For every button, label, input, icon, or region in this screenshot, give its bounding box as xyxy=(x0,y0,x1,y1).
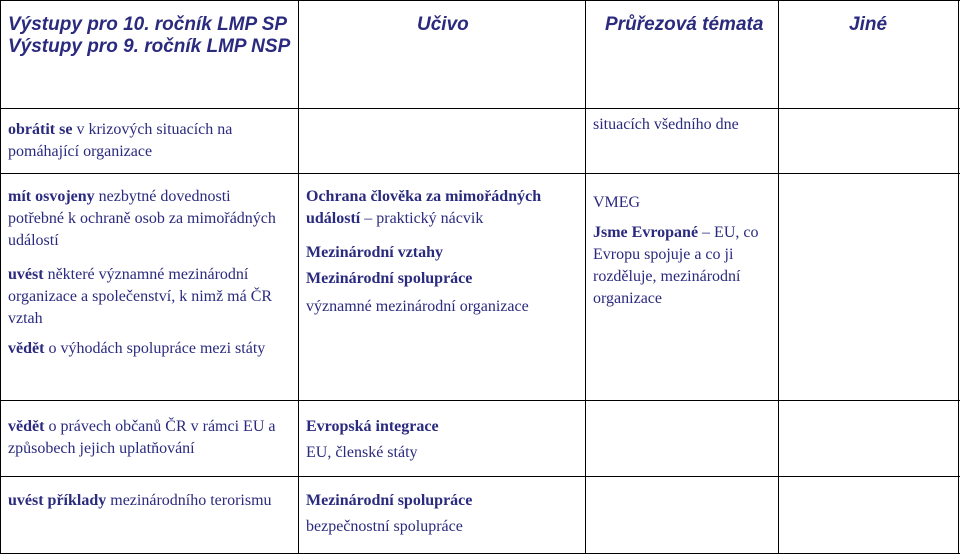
row2-outputs xyxy=(8,186,290,360)
col-divider xyxy=(958,0,959,554)
row-divider xyxy=(0,0,960,1)
row2-curriculum1-text: – praktický nácvik xyxy=(360,210,484,227)
row3-output-verb: vědět xyxy=(8,418,45,435)
header-outputs xyxy=(8,14,290,58)
header-curriculum: Učivo xyxy=(417,14,469,35)
row2-output1-text: nezbytné dovednosti potřebné k ochraně osob za mimořádných událostí xyxy=(8,188,276,249)
row3-outputs xyxy=(8,416,290,460)
row2-theme1-text: VMEG xyxy=(593,194,641,211)
row1-output-text: v krizových situacích na pomáhající organizace xyxy=(8,121,233,160)
row4-curriculum-title: Mezinárodní spolupráce xyxy=(306,492,473,509)
row3-curriculum-text: EU, členské státy xyxy=(306,444,418,461)
col-divider xyxy=(0,0,1,554)
row4-curriculum xyxy=(306,490,581,538)
row-divider xyxy=(0,553,960,554)
row2-curriculum2-title: Mezinárodní vztahy xyxy=(306,244,444,261)
col-divider xyxy=(585,0,586,554)
row1-output-verb: obrátit se xyxy=(8,121,73,138)
header-outputs-line2: Výstupy pro 9. ročník LMP NSP xyxy=(8,36,291,57)
header-outputs-line1: Výstupy pro 10. ročník LMP SP xyxy=(8,14,288,35)
row3-output-text: o právech občanů ČR v rámci EU a způsobech jejich uplatňování xyxy=(8,418,276,457)
row2-output3-text: o výhodách spolupráce mezi státy xyxy=(44,340,266,357)
row-divider xyxy=(0,476,960,477)
row-divider xyxy=(0,173,960,174)
row2-curriculum4-text: významné mezinárodní organizace xyxy=(306,298,529,315)
row3-curriculum-title: Evropská integrace xyxy=(306,418,439,435)
row1-outputs xyxy=(8,119,288,163)
row2-output2-text: některé významné mezinárodní organizace a společenství, k nimž má ČR vztah xyxy=(8,266,273,327)
row2-curriculum xyxy=(306,186,581,318)
col-divider xyxy=(298,0,299,554)
row4-output-text: mezinárodního terorismu xyxy=(106,492,272,509)
row2-output1-verb: mít osvojeny xyxy=(8,188,95,205)
row2-output2-verb: uvést xyxy=(8,266,44,283)
header-themes: Průřezová témata xyxy=(605,14,764,35)
row2-curriculum3-title: Mezinárodní spolupráce xyxy=(306,270,473,287)
row2-theme2-text: – EU, co Evropu spojuje a co ji rozděluje, mezinárodní organizace xyxy=(593,224,759,307)
row2-curriculum1-title: Ochrana člověka za mimořádných událostí xyxy=(306,188,542,227)
row1-themes xyxy=(593,114,773,136)
row4-outputs xyxy=(8,490,290,512)
row-divider xyxy=(0,400,960,401)
row2-themes xyxy=(593,192,775,310)
row4-curriculum-text: bezpečnostní spolupráce xyxy=(306,518,463,535)
row4-output-verb: uvést příklady xyxy=(8,492,107,509)
row-divider xyxy=(0,108,960,109)
row2-theme2-title: Jsme Evropané xyxy=(593,224,699,241)
header-other: Jiné xyxy=(849,14,888,35)
row2-output3-verb: vědět xyxy=(8,340,45,357)
row3-curriculum xyxy=(306,416,581,464)
col-divider xyxy=(778,0,779,554)
row1-theme-text: situacích všedního dne xyxy=(593,116,739,133)
